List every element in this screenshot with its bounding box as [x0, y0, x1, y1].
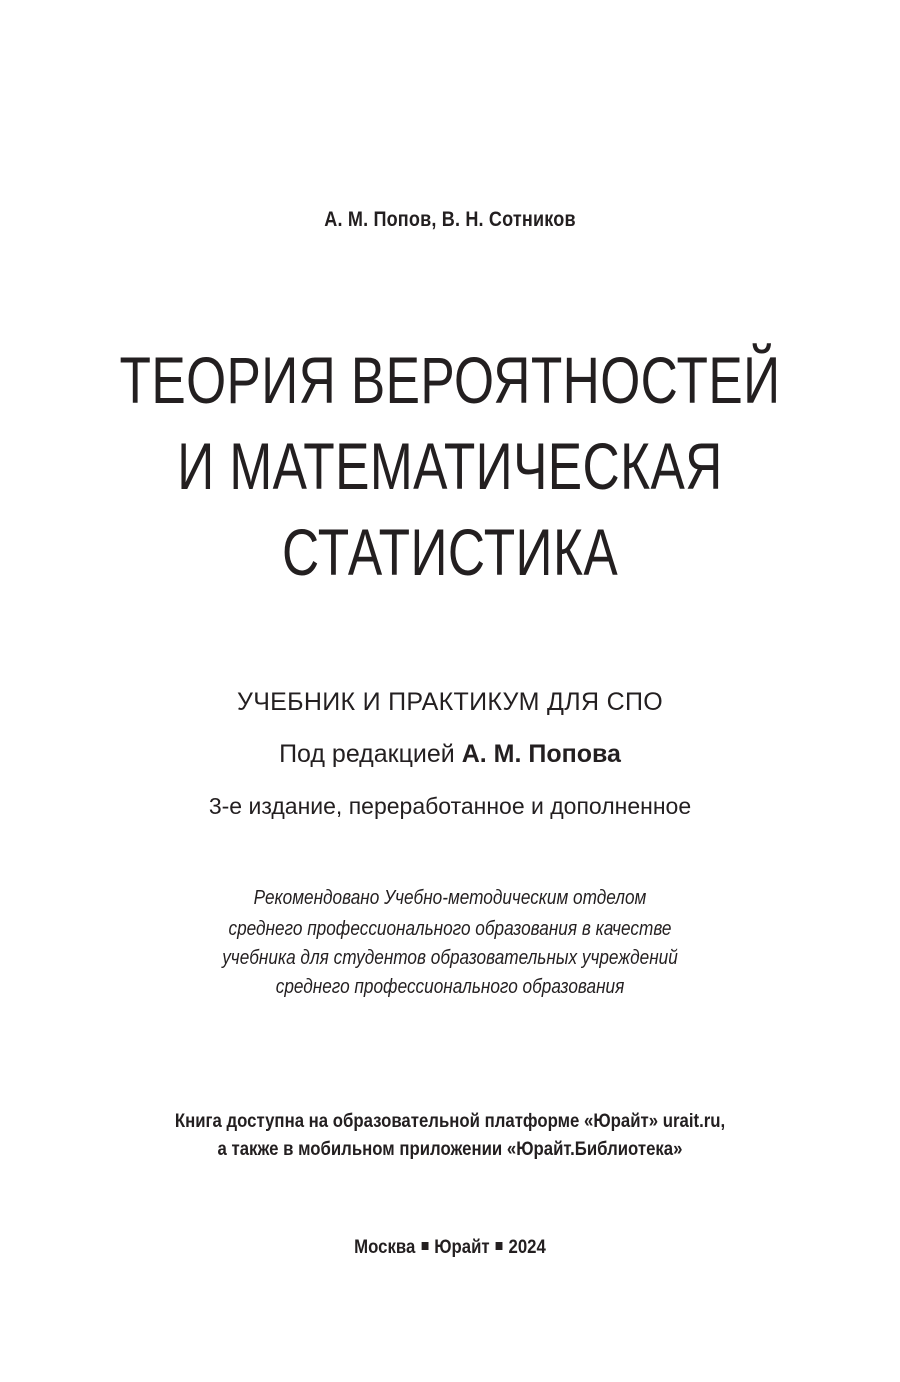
book-title-line-1: ТЕОРИЯ ВЕРОЯТНОСТЕЙ: [119, 343, 781, 417]
recommendation-line-1: Рекомендовано Учебно-методическим отделом: [253, 887, 647, 909]
recommendation-line-4: среднего профессионального образования: [275, 976, 625, 998]
book-title-line-2: И МАТЕМАТИЧЕСКАЯ: [177, 429, 723, 503]
imprint-city: Москва: [354, 1236, 416, 1258]
platform-note-line-2: а также в мобильном приложении «Юрайт.Библиотека»: [217, 1138, 683, 1160]
editor-prefix: Под редакцией: [279, 740, 455, 768]
imprint-year: 2024: [508, 1236, 546, 1258]
book-title-line-3: СТАТИСТИКА: [281, 515, 619, 589]
square-separator-icon: [421, 1242, 428, 1250]
recommendation-line-3: учебника для студентов образовательных учреждений: [222, 947, 678, 969]
recommendation-line-2: среднего профессионального образования в качестве: [228, 918, 672, 940]
imprint-publisher: Юрайт: [434, 1236, 490, 1258]
square-separator-icon: [496, 1242, 503, 1250]
editor-line: [0, 740, 900, 769]
authors: А. М. Попов, В. Н. Сотников: [324, 208, 576, 231]
imprint: [63, 1236, 837, 1259]
edition-info: 3-е издание, переработанное и дополненное: [208, 793, 692, 819]
platform-note-line-1: Книга доступна на образовательной платформе «Юрайт» urait.ru,: [174, 1110, 726, 1132]
book-subtitle: УЧЕБНИК И ПРАКТИКУМ ДЛЯ СПО: [237, 688, 663, 716]
editor-name: А. М. Попова: [461, 740, 621, 768]
